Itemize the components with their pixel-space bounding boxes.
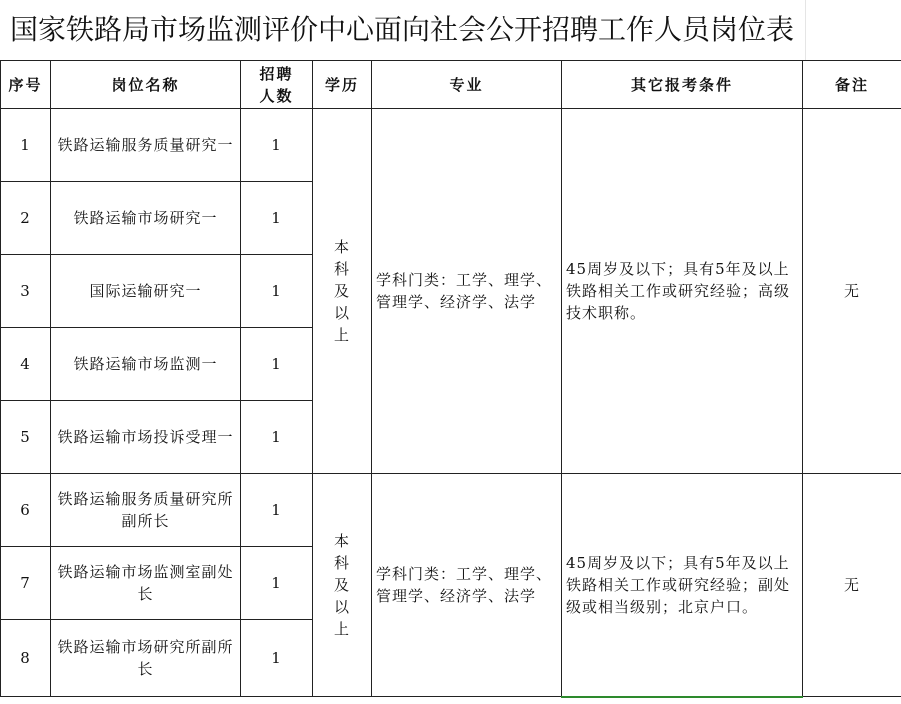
header-conditions: 其它报考条件 (562, 61, 803, 109)
group1-education: 本科及以上 (313, 109, 372, 474)
row-count: 1 (241, 328, 313, 401)
header-position: 岗位名称 (51, 61, 241, 109)
row-position: 铁路运输服务质量研究所 副所长 (51, 474, 241, 547)
row-position: 铁路运输市场研究所副所长 (51, 620, 241, 697)
row-no: 2 (1, 182, 51, 255)
group2-major: 学科门类：工学、理学、管理学、经济学、法学 (372, 474, 562, 697)
row-position: 铁路运输市场研究一 (51, 182, 241, 255)
row-position: 铁路运输市场投诉受理一 (51, 401, 241, 474)
group1-conditions: 45周岁及以下；具有5年及以上铁路相关工作或研究经验；高级技术职称。 (562, 109, 803, 474)
group2-education: 本科及以上 (313, 474, 372, 697)
row-position: 国际运输研究一 (51, 255, 241, 328)
row-position: 铁路运输市场监测一 (51, 328, 241, 401)
row-no: 1 (1, 109, 51, 182)
positions-table (0, 60, 901, 698)
group1-remark: 无 (803, 109, 901, 474)
group2-conditions: 45周岁及以下；具有5年及以上铁路相关工作或研究经验；副处级或相当级别；北京户口。 (562, 474, 803, 697)
row-count: 1 (241, 401, 313, 474)
header-no: 序号 (1, 61, 51, 109)
group1-major: 学科门类：工学、理学、管理学、经济学、法学 (372, 109, 562, 474)
row-count: 1 (241, 474, 313, 547)
header-major: 专业 (372, 61, 562, 109)
header-education: 学历 (313, 61, 372, 109)
row-no: 5 (1, 401, 51, 474)
group2-remark: 无 (803, 474, 901, 697)
row-no: 4 (1, 328, 51, 401)
row-count: 1 (241, 109, 313, 182)
header-remark: 备注 (803, 61, 901, 109)
row-no: 3 (1, 255, 51, 328)
table-row (1, 474, 901, 547)
table-row (1, 109, 901, 182)
row-count: 1 (241, 182, 313, 255)
row-position: 铁路运输服务质量研究一 (51, 109, 241, 182)
row-no: 8 (1, 620, 51, 697)
table-header-row (1, 61, 901, 109)
row-count: 1 (241, 620, 313, 697)
row-count: 1 (241, 547, 313, 620)
title-empty-cell (805, 0, 901, 60)
row-position: 铁路运输市场监测室副处长 (51, 547, 241, 620)
row-no: 6 (1, 474, 51, 547)
header-count: 招聘人数 (241, 61, 313, 109)
row-count: 1 (241, 255, 313, 328)
page-title: 国家铁路局市场监测评价中心面向社会公开招聘工作人员岗位表 (10, 13, 795, 46)
row-no: 7 (1, 547, 51, 620)
